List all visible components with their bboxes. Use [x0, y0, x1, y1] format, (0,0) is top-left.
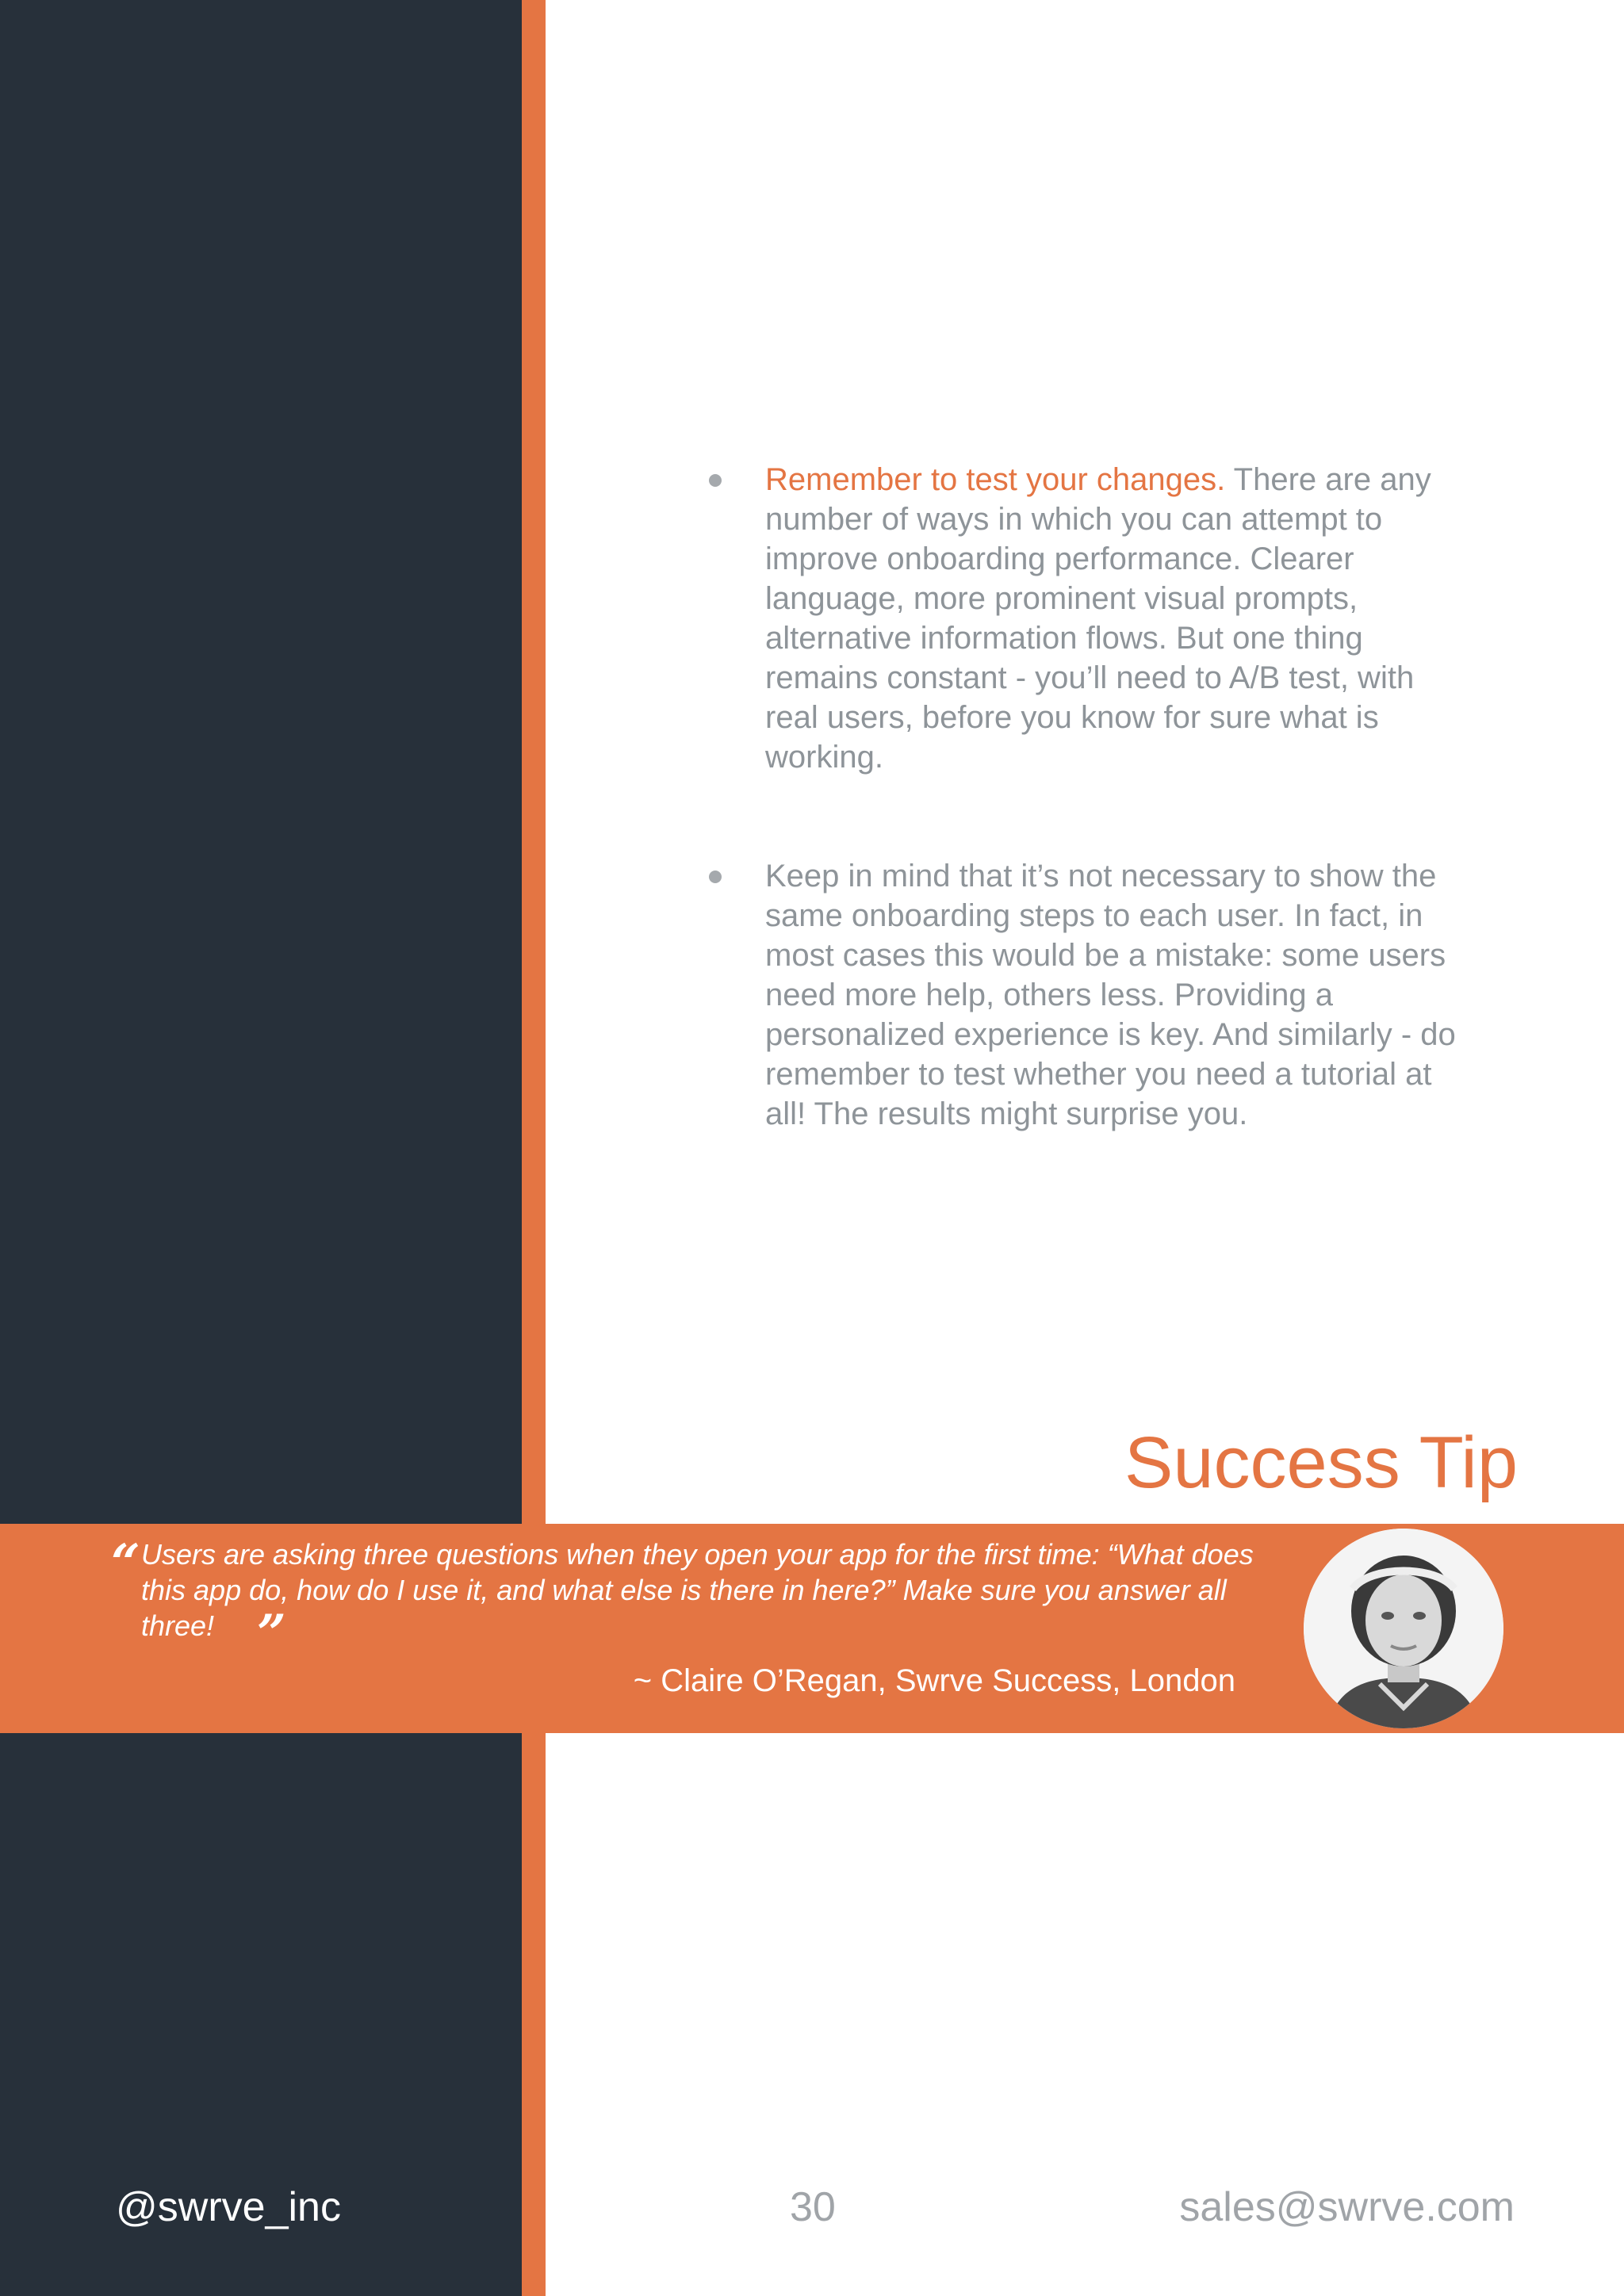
close-quote-icon: ”	[257, 1604, 286, 1663]
accent-stripe	[522, 0, 546, 2296]
list-item	[698, 856, 1475, 1134]
success-tip-title: Success Tip	[1124, 1422, 1518, 1503]
sidebar-panel	[0, 0, 522, 2296]
portrait-image	[1304, 1529, 1503, 1728]
bullet-text: Keep in mind that it’s not necessary to show the same onboarding steps to each user. In fact, in most cases this would be a mistake: some users need more help, others less. Providing a personalized experience is key. And similarly - do remember to test whether you need a tutorial at all! The results might surprise you.	[765, 859, 1456, 1131]
bullet-text: There are any number of ways in which you can attempt to improve onboarding performance. Clearer language, more prominent visual prompts, alternative information flows. But one thing remains constant - you’ll need to A/B test, with real users, before you know for sure what is working.	[765, 462, 1431, 775]
open-quote-icon: “	[111, 1533, 140, 1593]
bullet-icon	[709, 474, 722, 487]
footer-email: sales@swrve.com	[1179, 2184, 1515, 2230]
quote-author: ~ Claire O’Regan, Swrve Success, London	[633, 1663, 1235, 1698]
footer-twitter-handle: @swrve_inc	[116, 2184, 341, 2230]
bullet-icon	[709, 871, 722, 883]
tip-quote: Users are asking three questions when they open your app for the first time: “What does this app do, how do I use it, and what else is there in here?” Make sure you answer all three!	[141, 1538, 1254, 1642]
page-number: 30	[790, 2184, 836, 2230]
bullet-list	[698, 460, 1475, 1134]
list-item	[698, 460, 1475, 777]
avatar	[1304, 1529, 1503, 1728]
bullet-highlight: Remember to test your changes.	[765, 462, 1226, 497]
